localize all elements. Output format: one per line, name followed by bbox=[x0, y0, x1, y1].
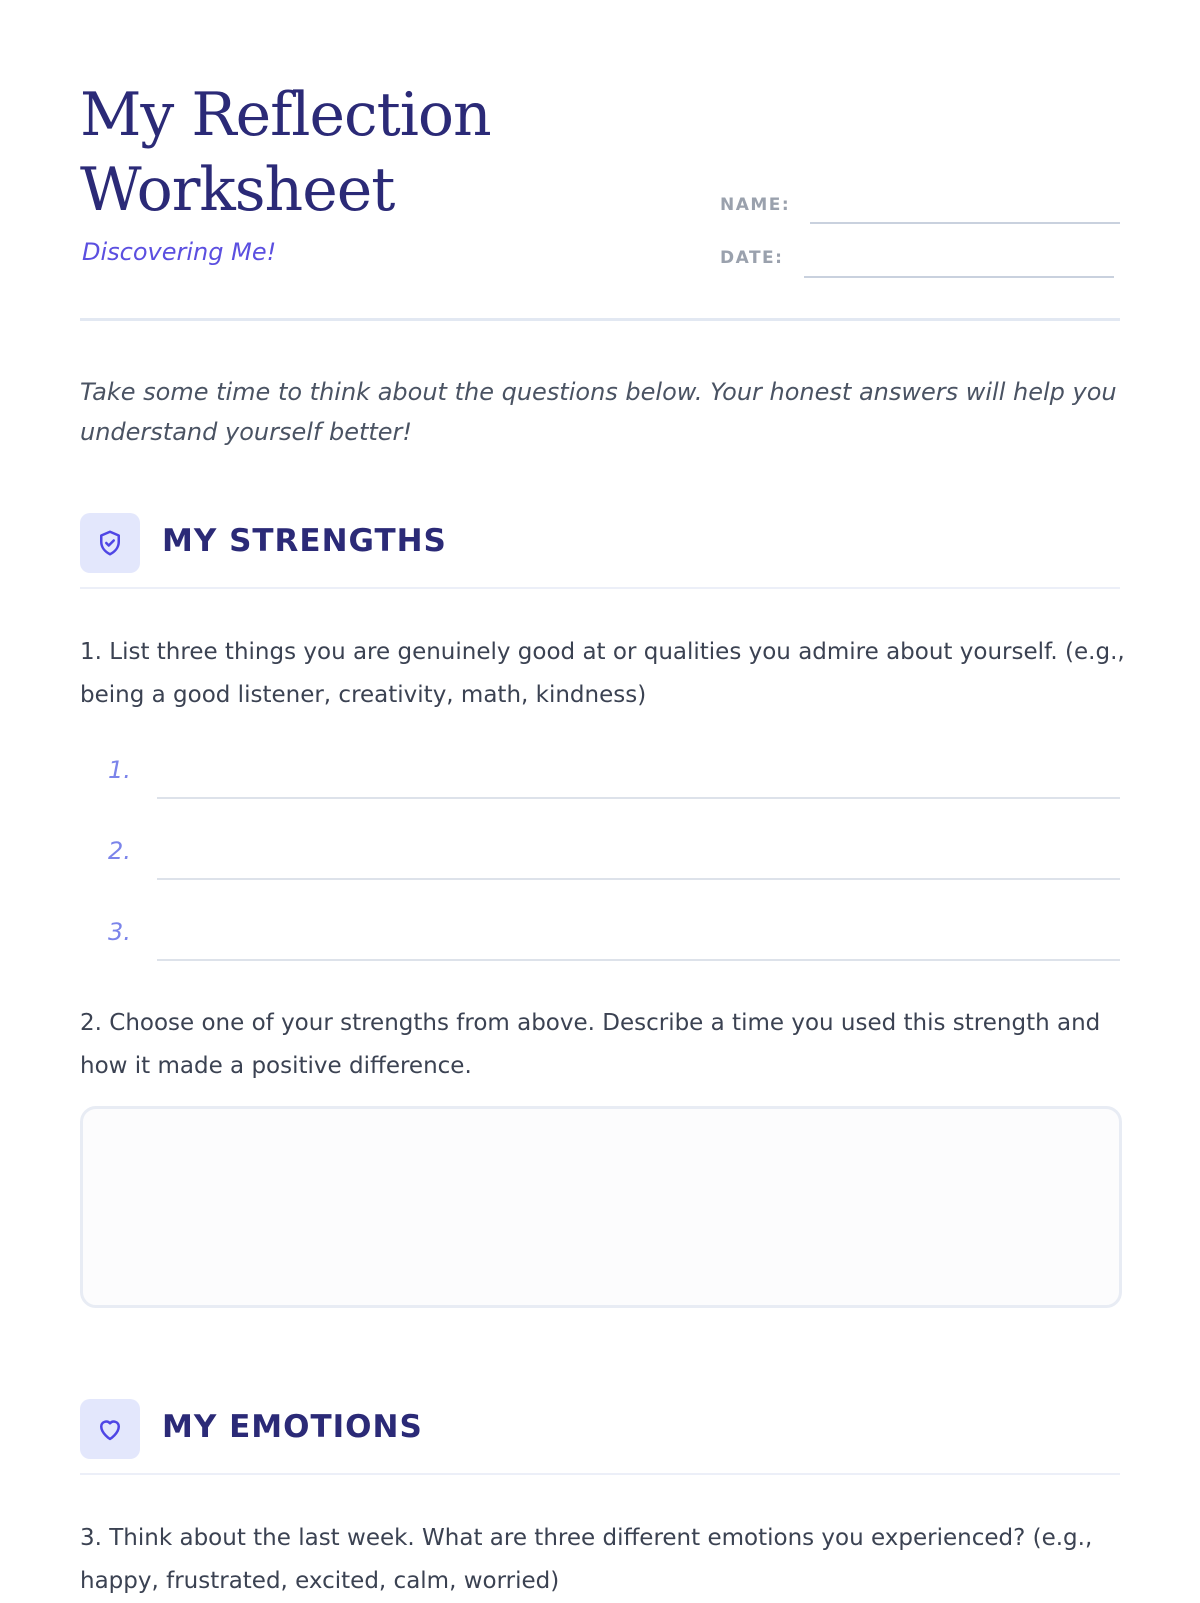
answer-number-1: 1. bbox=[108, 756, 131, 784]
intro-text: Take some time to think about the questions below. Your honest answers will help you understand yourself better! bbox=[80, 378, 1117, 446]
date-label: DATE: bbox=[720, 248, 784, 268]
header-divider bbox=[80, 318, 1120, 321]
page-title bbox=[80, 78, 491, 228]
answer-line-2[interactable] bbox=[157, 878, 1120, 880]
section-strengths bbox=[80, 513, 1120, 589]
answer-box-2[interactable] bbox=[80, 1106, 1122, 1308]
question-2: 2. Choose one of your strengths from above. Describe a time you used this strength and how it made a positive difference. bbox=[80, 1010, 1101, 1079]
name-field[interactable] bbox=[810, 222, 1120, 224]
section-divider bbox=[80, 587, 1120, 589]
section-title-emotions: MY EMOTIONS bbox=[162, 1409, 423, 1445]
name-label: NAME: bbox=[720, 195, 791, 215]
section-emotions bbox=[80, 1399, 1120, 1475]
answer-line-3[interactable] bbox=[157, 959, 1120, 961]
answer-number-2: 2. bbox=[108, 837, 131, 865]
question-3: 3. Think about the last week. What are three different emotions you experienced? (e.g., happy, frustrated, excited, calm, worried) bbox=[80, 1525, 1093, 1594]
heart-icon bbox=[80, 1399, 140, 1459]
answer-number-3: 3. bbox=[108, 918, 131, 946]
title-line-2: Worksheet bbox=[80, 155, 395, 225]
page-subtitle: Discovering Me! bbox=[82, 238, 277, 266]
shield-check-icon bbox=[80, 513, 140, 573]
section-divider bbox=[80, 1473, 1120, 1475]
date-field[interactable] bbox=[804, 276, 1114, 278]
answer-line-1[interactable] bbox=[157, 797, 1120, 799]
section-title-strengths: MY STRENGTHS bbox=[162, 523, 447, 559]
question-1: 1. List three things you are genuinely good at or qualities you admire about yourself. (e.g., being a good listener, creativity, math, kindness) bbox=[80, 639, 1125, 708]
title-line-1: My Reflection bbox=[80, 80, 491, 150]
